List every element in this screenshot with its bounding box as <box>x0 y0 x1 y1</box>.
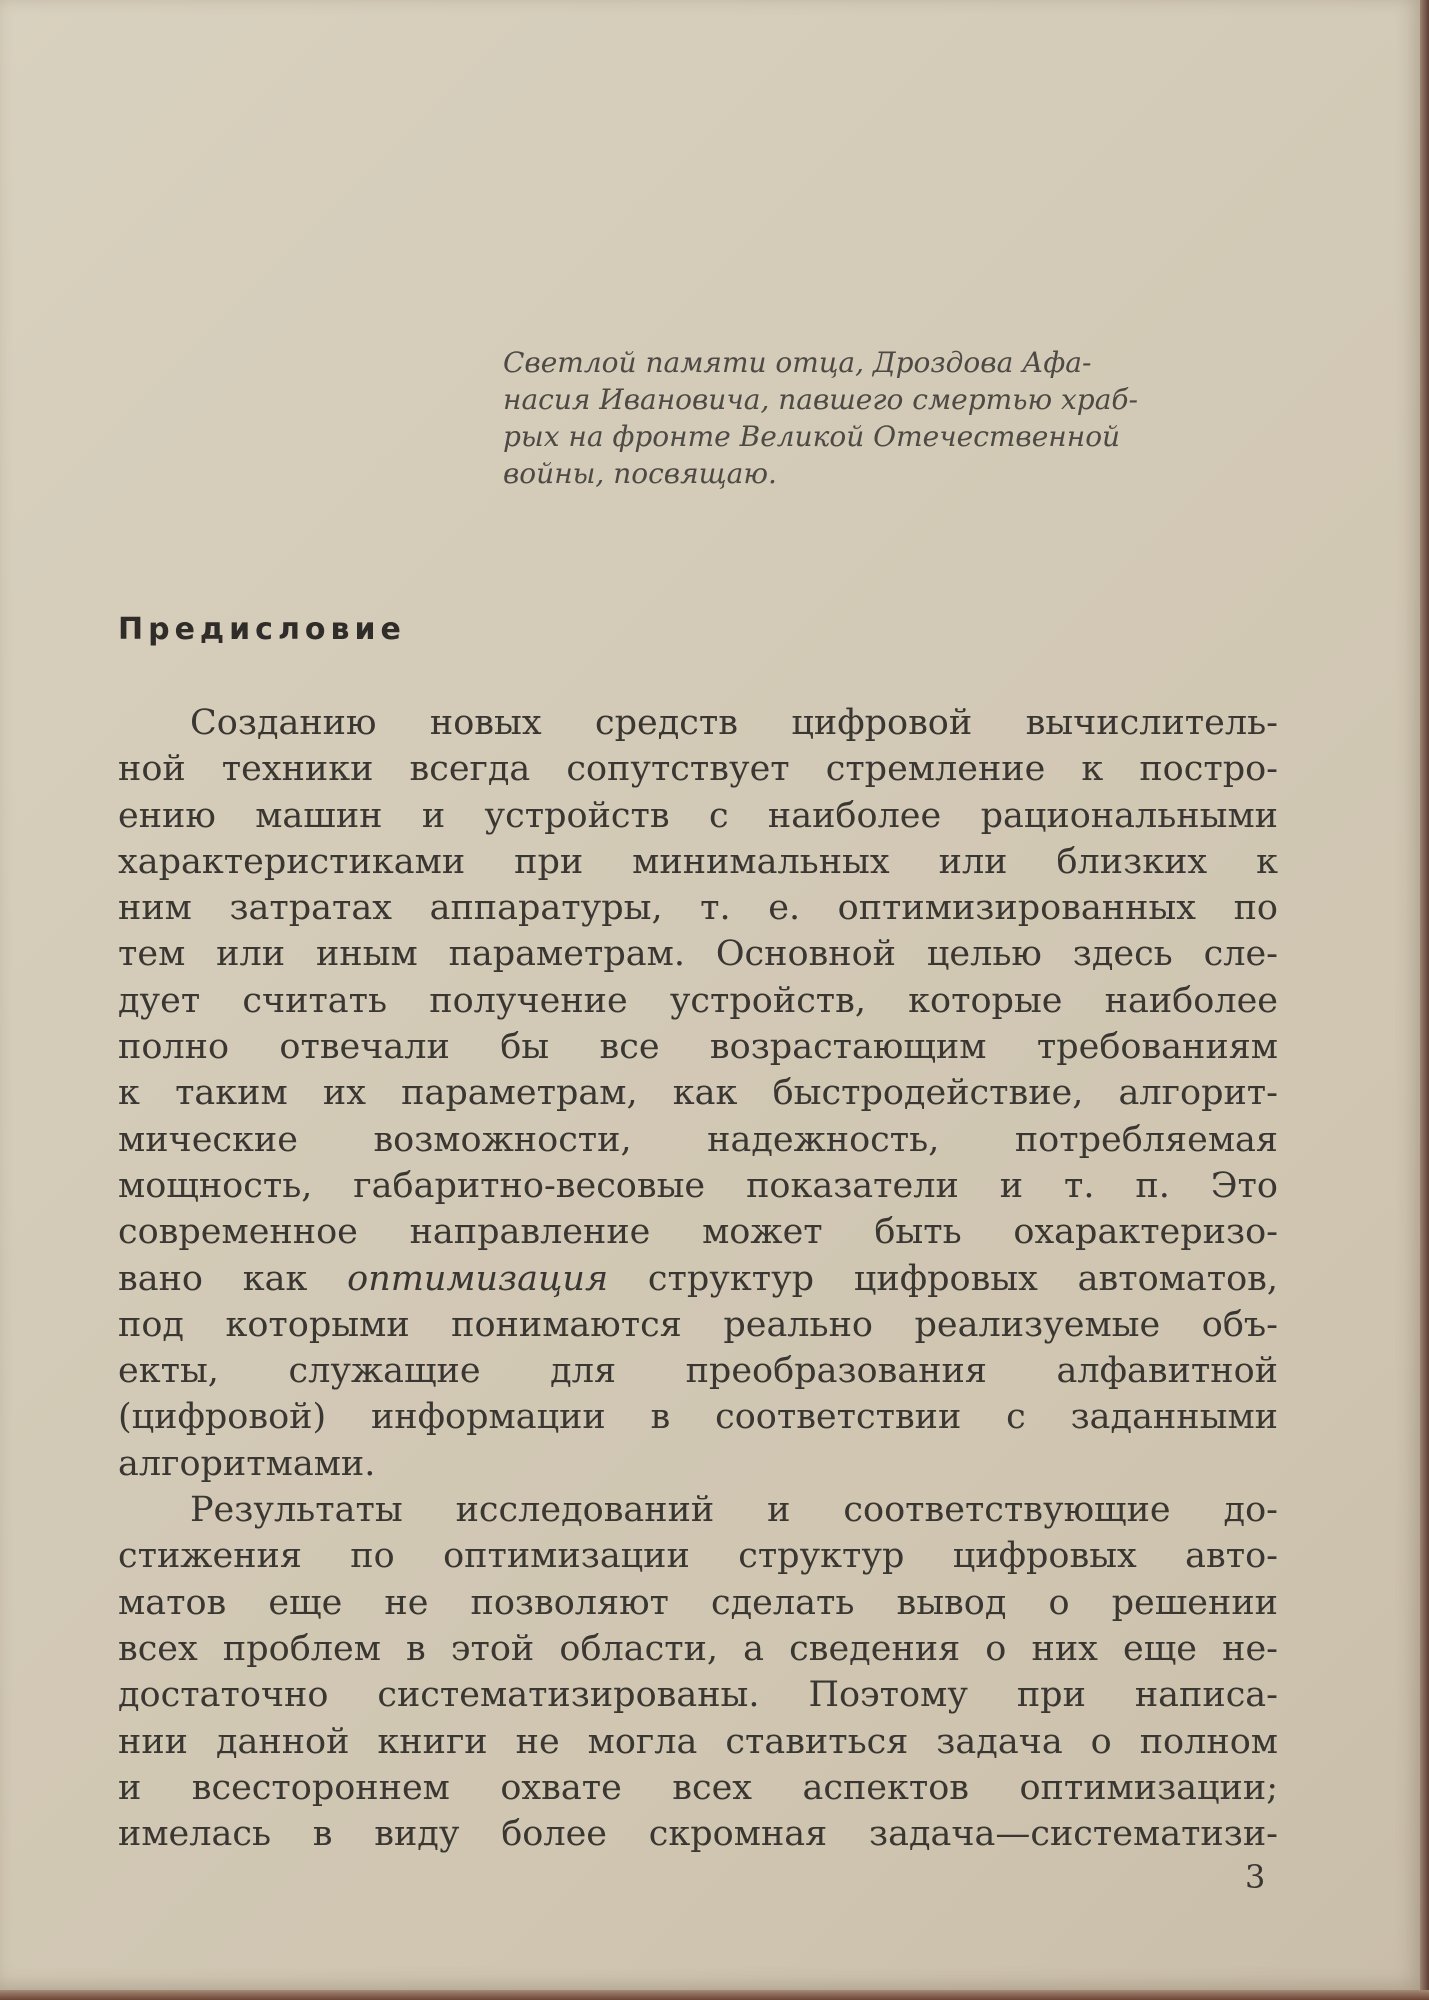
body-line: мощность, габаритно-весовые показатели и т. п. Это <box>118 1165 1278 1206</box>
body-line: ению машин и устройств с наиболее рациональными <box>118 795 1278 836</box>
body-line: полно отвечали бы все возрастающим требованиям <box>118 1027 1278 1068</box>
body-line: характеристиками при минимальных или близких к <box>118 841 1278 882</box>
dedication-line: рых на фронте Великой Отечественной <box>503 420 1121 453</box>
body-text-fragment: вано как <box>118 1258 348 1299</box>
page-number: 3 <box>1245 1858 1266 1896</box>
body-line: к таким их параметрам, как быстродействие, алгорит- <box>118 1073 1278 1114</box>
body-line: ним затратах аппаратуры, т. е. оптимизированных по <box>118 888 1278 929</box>
body-line: екты, служащие для преобразования алфавитной <box>118 1351 1278 1392</box>
page-edge-right <box>1420 0 1429 2000</box>
body-line-emphasis <box>118 1256 1278 1302</box>
body-text-fragment: структур цифровых автоматов, <box>608 1258 1278 1299</box>
body-line: Результаты исследований и соответствующие до- <box>190 1490 1278 1531</box>
body-line: всех проблем в этой области, а сведения о них еще не- <box>118 1628 1278 1669</box>
dedication-line: войны, посвящаю. <box>503 457 777 490</box>
body-line: нии данной книги не могла ставиться задача о полном <box>118 1721 1278 1762</box>
body-line: матов еще не позволяют сделать вывод о решении <box>118 1582 1278 1623</box>
emphasized-term: оптимизация <box>347 1258 609 1299</box>
body-line: дует считать получение устройств, которые наиболее <box>118 980 1278 1021</box>
body-line: алгоритмами. <box>118 1443 376 1484</box>
body-line: стижения по оптимизации структур цифровых авто- <box>118 1536 1278 1577</box>
body-line: ной техники всегда сопутствует стремление к постро- <box>118 749 1278 790</box>
dedication-line: насия Ивановича, павшего смертью храб- <box>503 383 1138 416</box>
body-line: и всестороннем охвате всех аспектов оптимизации; <box>118 1767 1278 1808</box>
dedication <box>503 344 1275 492</box>
dedication-line: Светлой памяти отца, Дроздова Афа- <box>503 346 1092 379</box>
body-line: (цифровой) информации в соответствии с заданными <box>118 1397 1278 1438</box>
page-edge-bottom <box>0 1990 1429 2000</box>
body-line: достаточно систематизированы. Поэтому при написа- <box>118 1675 1278 1716</box>
body-line: современное направление может быть охарактеризо- <box>118 1212 1278 1253</box>
body-line: Созданию новых средств цифровой вычислитель- <box>190 703 1278 743</box>
body-line: имелась в виду более скромная задача—систематизи- <box>118 1814 1278 1855</box>
body-line: тем или иным параметрам. Основной целью здесь сле- <box>118 934 1278 975</box>
body-text <box>118 700 1278 1857</box>
body-line: мические возможности, надежность, потребляемая <box>118 1119 1278 1160</box>
section-heading: Предисловие <box>118 612 406 647</box>
body-line: под которыми понимаются реально реализуемые объ- <box>118 1304 1278 1345</box>
